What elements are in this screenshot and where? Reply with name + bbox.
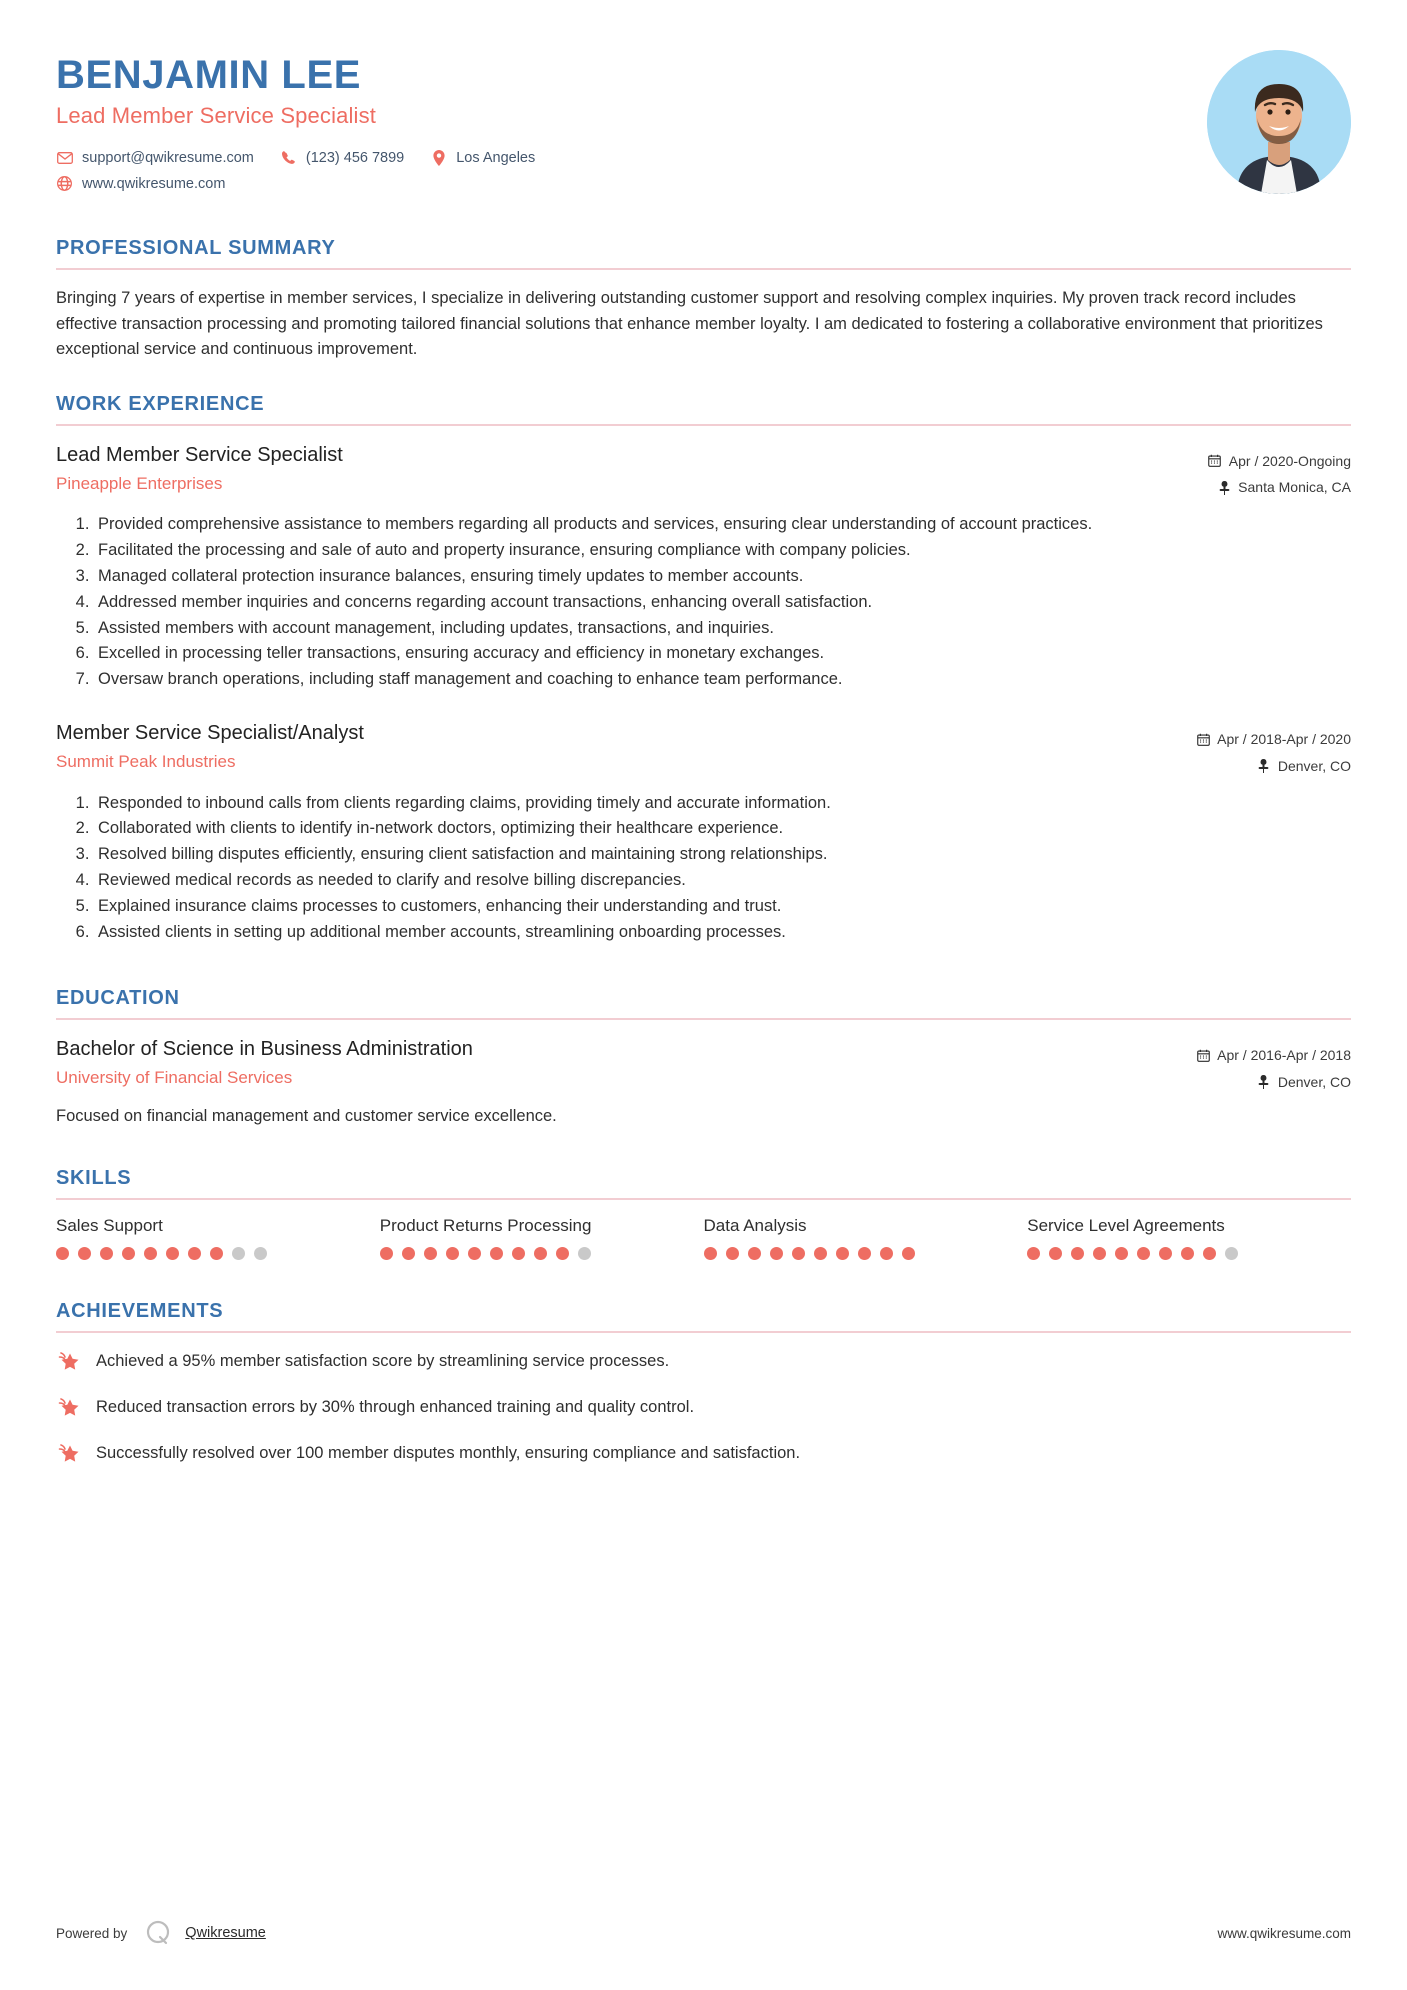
location-pin-icon: [430, 149, 447, 166]
email-icon: [56, 149, 73, 166]
education-entry: [56, 1036, 1351, 1129]
rating-dot-filled: [704, 1247, 717, 1260]
list-item: 4. Reviewed medical records as needed to clarify and resolve billing discrepancies.: [94, 869, 1351, 893]
skill-item: [1027, 1216, 1351, 1260]
rating-dot-filled: [1159, 1247, 1172, 1260]
rating-dot-empty: [578, 1247, 591, 1260]
work-entry-bullets: [56, 792, 1351, 946]
work-entry-location: [1196, 753, 1351, 780]
list-item: 3. Resolved billing disputes efficiently, ensuring client satisfaction and maintaining strong relationships.: [94, 843, 1351, 867]
rating-dot-filled: [100, 1247, 113, 1260]
map-pin-icon: [1217, 481, 1231, 495]
globe-icon: [56, 175, 73, 192]
rating-dot-filled: [1203, 1247, 1216, 1260]
skill-label: Sales Support: [56, 1215, 163, 1235]
list-item: 6. Assisted clients in setting up additional member accounts, streamlining onboarding processes.: [94, 921, 1351, 945]
rating-dot-filled: [490, 1247, 503, 1260]
contact-location-text: Los Angeles: [456, 149, 536, 166]
rating-dot-filled: [1137, 1247, 1150, 1260]
rating-dot-empty: [254, 1247, 267, 1260]
skill-label: Product Returns Processing: [379, 1215, 592, 1235]
rating-dot-filled: [902, 1247, 915, 1260]
rating-dot-empty: [232, 1247, 245, 1260]
skill-rating: [380, 1247, 690, 1260]
page-footer: [56, 1918, 1351, 1948]
star-badge-icon: [56, 1349, 82, 1375]
qwikresume-link[interactable]: Qwikresume: [185, 1925, 266, 1941]
skill-item: [56, 1216, 380, 1260]
work-entry-company: Pineapple Enterprises: [56, 473, 223, 493]
rating-dot-filled: [770, 1247, 783, 1260]
rating-dot-filled: [446, 1247, 459, 1260]
rating-dot-filled: [188, 1247, 201, 1260]
rating-dot-filled: [122, 1247, 135, 1260]
section-divider: [56, 1331, 1351, 1333]
section-divider: [56, 1198, 1351, 1200]
rating-dot-filled: [210, 1247, 223, 1260]
education-entry-location: [1196, 1069, 1351, 1096]
list-item: [56, 1349, 1351, 1375]
contact-row-secondary: [56, 175, 1207, 192]
rating-dot-filled: [1115, 1247, 1128, 1260]
education-entry-meta: [1172, 1036, 1351, 1095]
list-item: 5. Explained insurance claims processes to customers, enhancing their understanding and trust.: [94, 895, 1351, 919]
achievement-text: Successfully resolved over 100 member disputes monthly, ensuring compliance and satisfaction.: [96, 1444, 801, 1463]
work-entry-head: [56, 720, 1351, 779]
rating-dot-filled: [424, 1247, 437, 1260]
contact-phone-text: (123) 456 7899: [305, 149, 405, 166]
education-entry-location-text: Denver, CO: [1277, 1073, 1351, 1090]
section-professional-summary: [56, 237, 1351, 363]
calendar-icon: [1196, 1048, 1210, 1062]
calendar-icon: [1196, 733, 1210, 747]
rating-dot-filled: [380, 1247, 393, 1260]
work-entry-location-text: Santa Monica, CA: [1238, 479, 1351, 496]
work-entry-date-text: Apr / 2018-Apr / 2020: [1217, 731, 1351, 748]
rating-dot-filled: [814, 1247, 827, 1260]
work-entry-location: [1208, 474, 1351, 501]
rating-dot-filled: [402, 1247, 415, 1260]
skills-grid: [56, 1216, 1351, 1260]
work-entry-role: Lead Member Service Specialist: [56, 443, 343, 466]
work-entry-location-text: Denver, CO: [1277, 757, 1351, 774]
list-item: 2. Facilitated the processing and sale of auto and property insurance, ensuring compliance with company policies.: [94, 539, 1351, 563]
phone-icon: [280, 149, 297, 166]
skill-label: Data Analysis: [703, 1215, 807, 1235]
rating-dot-filled: [1071, 1247, 1084, 1260]
list-item: 7. Oversaw branch operations, including staff management and coaching to enhance team performance.: [94, 668, 1351, 692]
contact-location: [430, 149, 535, 166]
section-title-education: EDUCATION: [56, 987, 180, 1010]
list-item: 5. Assisted members with account management, including updates, transactions, and inquiries.: [94, 617, 1351, 641]
list-item: 3. Managed collateral protection insurance balances, ensuring timely updates to member accounts.: [94, 565, 1351, 589]
contact-website-text: www.qwikresume.com: [82, 175, 226, 192]
work-entry: [56, 442, 1351, 693]
list-item: 2. Collaborated with clients to identify in-network doctors, optimizing their healthcare experience.: [94, 817, 1351, 841]
skill-rating: [56, 1247, 366, 1260]
rating-dot-filled: [468, 1247, 481, 1260]
rating-dot-filled: [556, 1247, 569, 1260]
page-title: BENJAMIN LEE: [56, 53, 362, 97]
contact-rows: [56, 149, 1207, 192]
rating-dot-filled: [166, 1247, 179, 1260]
header-identity-block: [56, 48, 1207, 201]
education-entry-school: University of Financial Services: [56, 1068, 293, 1088]
education-entry-head: [56, 1036, 1351, 1095]
powered-by-label: Powered by: [56, 1925, 128, 1941]
work-entry-bullets: [56, 513, 1351, 692]
education-entry-description: Focused on financial management and customer service excellence.: [56, 1107, 557, 1126]
contact-row-primary: [56, 149, 1207, 166]
rating-dot-filled: [56, 1247, 69, 1260]
work-entry: [56, 720, 1351, 945]
rating-dot-filled: [1049, 1247, 1062, 1260]
resume-header: [56, 0, 1351, 207]
section-skills: [56, 1167, 1351, 1260]
work-entry-company: Summit Peak Industries: [56, 752, 236, 772]
achievements-list: [56, 1349, 1351, 1467]
education-entry-identity: [56, 1036, 1172, 1090]
rating-dot-filled: [792, 1247, 805, 1260]
skill-rating: [1027, 1247, 1337, 1260]
skill-label: Service Level Agreements: [1027, 1215, 1225, 1235]
work-entry-identity: [56, 442, 1184, 496]
rating-dot-filled: [534, 1247, 547, 1260]
section-work-experience: [56, 393, 1351, 945]
skill-item: [704, 1216, 1028, 1260]
footer-website: www.qwikresume.com: [1217, 1925, 1351, 1941]
list-item: [56, 1441, 1351, 1467]
work-entry-head: [56, 442, 1351, 501]
section-title-achievements: ACHIEVEMENTS: [56, 1299, 224, 1322]
list-item: 4. Addressed member inquiries and concerns regarding account transactions, enhancing overall satisfaction.: [94, 591, 1351, 615]
avatar: [1207, 50, 1351, 194]
qwikresume-logo-icon: [143, 1918, 173, 1948]
rating-dot-filled: [880, 1247, 893, 1260]
work-entry-role: Member Service Specialist/Analyst: [56, 722, 364, 745]
achievement-text: Achieved a 95% member satisfaction score by streamlining service processes.: [96, 1352, 670, 1371]
rating-dot-filled: [144, 1247, 157, 1260]
map-pin-icon: [1257, 759, 1271, 773]
section-divider: [56, 1018, 1351, 1020]
list-item: 1. Provided comprehensive assistance to members regarding all products and services, ensuring clear understanding of account practices.: [94, 513, 1351, 537]
list-item: 6. Excelled in processing teller transactions, ensuring accuracy and efficiency in monetary exchanges.: [94, 642, 1351, 666]
rating-dot-filled: [858, 1247, 871, 1260]
rating-dot-filled: [1093, 1247, 1106, 1260]
list-item: 1. Responded to inbound calls from clients regarding claims, providing timely and accurate information.: [94, 792, 1351, 816]
rating-dot-filled: [836, 1247, 849, 1260]
achievement-text: Reduced transaction errors by 30% through enhanced training and quality control.: [96, 1398, 695, 1417]
section-divider: [56, 268, 1351, 270]
rating-dot-empty: [1225, 1247, 1238, 1260]
section-achievements: [56, 1300, 1351, 1467]
work-entry-identity: [56, 720, 1172, 774]
contact-website[interactable]: [56, 175, 225, 192]
work-entry-meta: [1184, 442, 1351, 501]
section-title-work: WORK EXPERIENCE: [56, 392, 265, 415]
section-title-summary: PROFESSIONAL SUMMARY: [56, 237, 336, 259]
section-divider: [56, 424, 1351, 426]
star-badge-icon: [56, 1441, 82, 1467]
section-title-skills: SKILLS: [56, 1166, 132, 1189]
skill-item: [380, 1216, 704, 1260]
education-entry-date: [1196, 1042, 1351, 1069]
list-item: [56, 1395, 1351, 1421]
rating-dot-filled: [1027, 1247, 1040, 1260]
work-entry-meta: [1172, 720, 1351, 779]
map-pin-icon: [1257, 1075, 1271, 1089]
section-education: [56, 987, 1351, 1129]
work-entry-date-text: Apr / 2020-Ongoing: [1228, 452, 1351, 469]
work-entry-date: [1196, 726, 1351, 753]
rating-dot-filled: [726, 1247, 739, 1260]
skill-rating: [704, 1247, 1014, 1260]
contact-phone[interactable]: [280, 149, 404, 166]
education-entry-date-text: Apr / 2016-Apr / 2018: [1217, 1047, 1351, 1064]
rating-dot-filled: [78, 1247, 91, 1260]
summary-text: Bringing 7 years of expertise in member services, I specialize in delivering outstanding customer support and resolving complex inquiries. My proven track record includes effective transaction processing and promoting tailored financial solutions that enhance member loyalty. I am dedicated to fostering a collaborative environment that prioritizes exceptional service and continuous improvement.: [56, 289, 1323, 359]
star-badge-icon: [56, 1395, 82, 1421]
rating-dot-filled: [1181, 1247, 1194, 1260]
header-job-title: Lead Member Service Specialist: [56, 103, 376, 128]
rating-dot-filled: [512, 1247, 525, 1260]
footer-branding: [56, 1918, 266, 1948]
contact-email[interactable]: [56, 149, 254, 166]
avatar-container: [1207, 48, 1351, 194]
contact-email-text: support@qwikresume.com: [82, 149, 254, 166]
calendar-icon: [1208, 454, 1222, 468]
rating-dot-filled: [748, 1247, 761, 1260]
education-entry-degree: Bachelor of Science in Business Administration: [56, 1038, 473, 1061]
work-entry-date: [1208, 448, 1351, 475]
